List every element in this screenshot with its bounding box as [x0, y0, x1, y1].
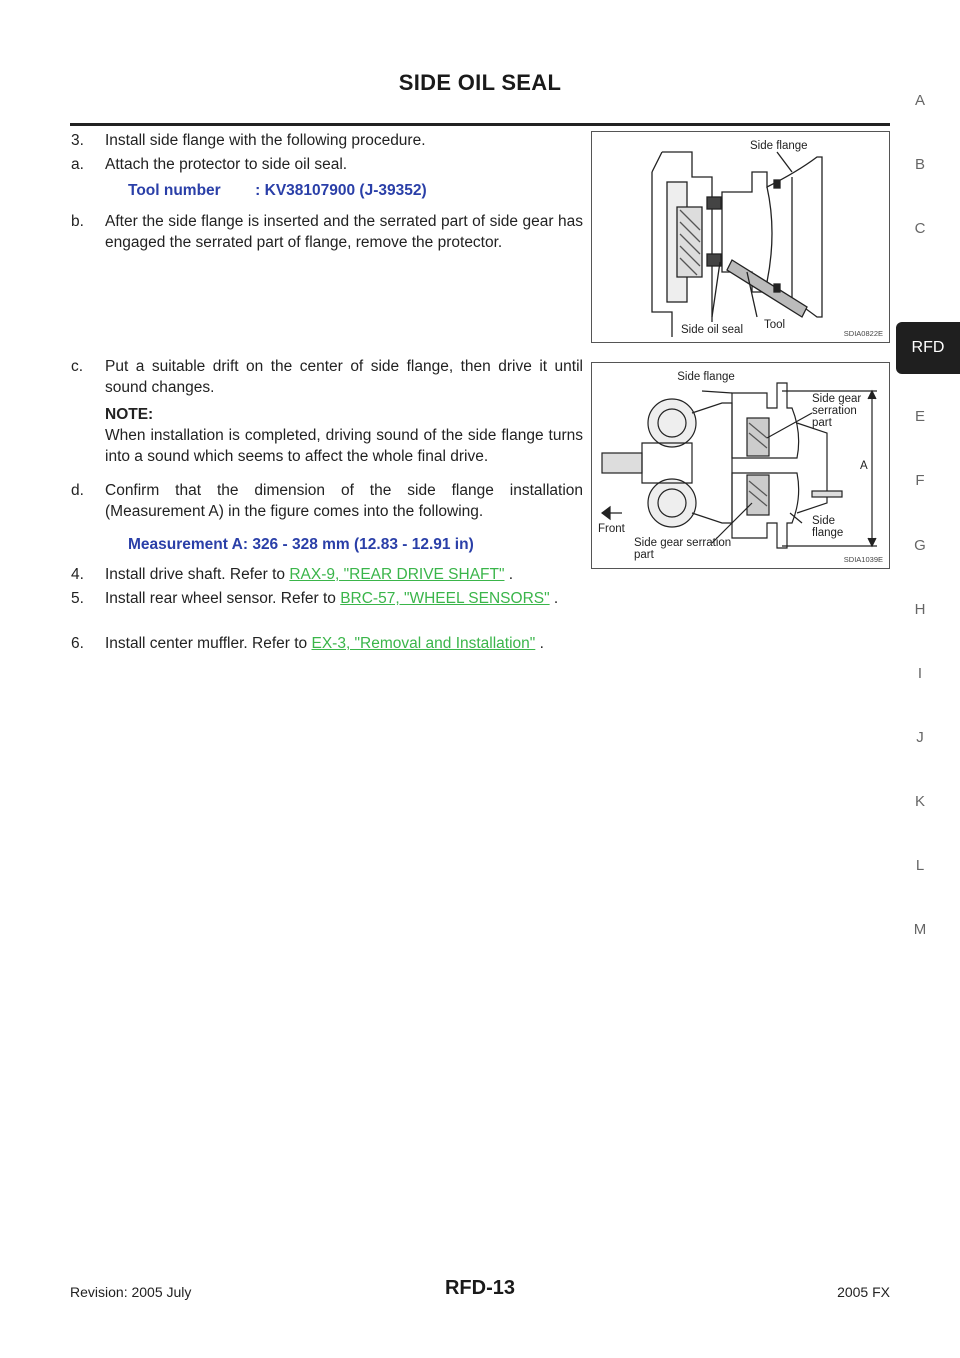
step-text — [105, 564, 583, 585]
label-side-gear-serration-bottom: Side gear serration part — [634, 537, 732, 561]
section-tab-b[interactable]: B — [914, 156, 925, 173]
step-text-suffix: . — [504, 566, 514, 583]
step-text — [105, 588, 583, 609]
step-text: After the side flange is inserted and the serrated part of side gear has engaged the serrated part of flange, remove the protector. — [105, 213, 583, 251]
section-tab-i[interactable]: I — [917, 665, 923, 682]
step-5 — [71, 588, 583, 609]
step-text-prefix: Install rear wheel sensor. Refer to — [105, 590, 341, 607]
step-d — [71, 480, 583, 522]
figure-code: SDIA1039E — [843, 555, 883, 564]
step-number: c. — [71, 358, 84, 375]
note-label: NOTE: — [105, 406, 154, 423]
link-rax-9-rear-drive-shaft[interactable]: RAX-9, "REAR DRIVE SHAFT" — [289, 566, 505, 583]
step-number: 6. — [71, 635, 84, 652]
label-side-oil-seal: Side oil seal — [681, 324, 744, 336]
step-number: 4. — [71, 566, 84, 583]
step-text: Confirm that the dimension of the side flange installation (Measurement A) in the figure comes into the following. — [105, 482, 583, 520]
label-side-flange-bottom: Side flange — [812, 515, 844, 539]
section-tab-rfd-active[interactable]: RFD — [896, 322, 960, 374]
link-ex-3-removal-and-installation[interactable]: EX-3, "Removal and Installation" — [311, 635, 536, 652]
section-tab-k[interactable]: K — [914, 793, 925, 810]
side-flange-tool-illustration — [592, 132, 889, 342]
label-tool: Tool — [764, 319, 786, 331]
section-tab-a[interactable]: A — [914, 92, 925, 109]
step-text-prefix: Install drive shaft. Refer to — [105, 566, 290, 583]
figure-side-flange-tool — [591, 131, 890, 343]
step-text — [105, 633, 583, 654]
step-text: Attach the protector to side oil seal. — [105, 156, 348, 173]
footer-model: 2005 FX — [837, 1284, 890, 1300]
step-c — [71, 356, 583, 467]
measurement-a-spec: Measurement A: 326 - 328 mm (12.83 - 12.91 in) — [128, 536, 474, 553]
figure-code: SDIA0822E — [843, 329, 883, 338]
step-a — [71, 154, 583, 175]
step-number: d. — [71, 482, 84, 499]
page-title: SIDE OIL SEAL — [398, 70, 562, 95]
label-front: Front — [598, 523, 625, 535]
footer-revision: Revision: 2005 July — [70, 1284, 192, 1300]
section-tab-g[interactable]: G — [914, 537, 926, 554]
step-b — [71, 211, 583, 253]
tool-number-spec: Tool number : KV38107900 (J-39352) — [128, 182, 427, 199]
step-number: 3. — [71, 132, 84, 149]
step-number: 5. — [71, 590, 84, 607]
label-side-flange-top: Side flange — [677, 371, 735, 383]
step-6 — [71, 633, 583, 654]
section-tab-h[interactable]: H — [914, 601, 926, 618]
step-text-prefix: Install center muffler. Refer to — [105, 635, 312, 652]
title-divider — [70, 123, 890, 126]
step-text-suffix: . — [535, 635, 544, 652]
step-number: b. — [71, 213, 84, 230]
section-tab-m[interactable]: M — [913, 921, 927, 938]
label-side-gear-serration-top: Side gear serration part — [812, 393, 862, 429]
step-text-suffix: . — [549, 590, 559, 607]
step-text: Put a suitable drift on the center of side flange, then drive it until sound changes. — [105, 358, 583, 396]
section-tab-l[interactable]: L — [915, 857, 925, 874]
section-tab-e[interactable]: E — [914, 408, 925, 425]
link-brc-57-wheel-sensors[interactable]: BRC-57, "WHEEL SENSORS" — [340, 590, 550, 607]
section-tab-j[interactable]: J — [916, 729, 924, 746]
step-4 — [71, 564, 583, 585]
step-number: a. — [71, 156, 84, 173]
section-tab-f[interactable]: F — [915, 472, 925, 489]
label-dimension-a: A — [860, 460, 868, 472]
label-side-flange: Side flange — [750, 140, 808, 152]
section-tab-c[interactable]: C — [914, 220, 926, 237]
step-text: Install side flange with the following procedure. — [105, 132, 426, 149]
footer-page-number: RFD-13 — [444, 1277, 515, 1299]
note-text: When installation is completed, driving sound of the side flange turns into a sound which seems to affect the whole final drive. — [105, 427, 583, 465]
step-3 — [71, 130, 583, 151]
figure-measurement-a — [591, 362, 890, 569]
